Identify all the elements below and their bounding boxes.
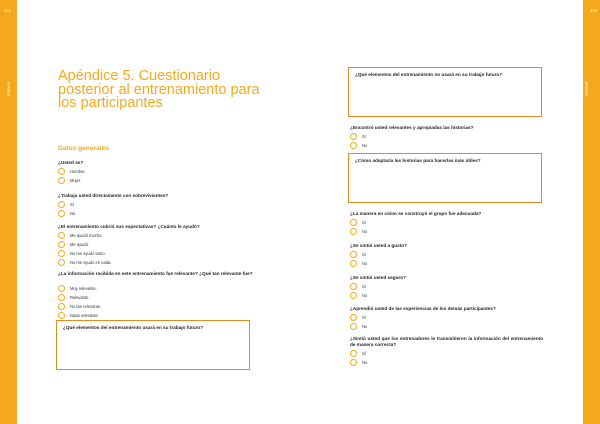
- option-no[interactable]: No: [350, 323, 367, 330]
- radio-icon[interactable]: [58, 303, 65, 310]
- option-si[interactable]: Sí: [350, 314, 366, 321]
- question-learned-from-others: ¿Aprendió usted de las experiencias de los demás participantes?: [350, 306, 496, 311]
- option-not-relevant[interactable]: Nada relevante.: [58, 312, 99, 319]
- question-gender: ¿Usted es?: [58, 160, 84, 165]
- option-no[interactable]: No: [350, 260, 367, 267]
- option-not-at-all[interactable]: No me ayudo en nada.: [58, 259, 111, 266]
- option-mujer[interactable]: Mujer.: [58, 177, 81, 184]
- answer-box-will-not-use[interactable]: [348, 67, 542, 117]
- radio-icon[interactable]: [350, 359, 357, 366]
- radio-icon[interactable]: [58, 294, 65, 301]
- radio-icon[interactable]: [58, 241, 65, 248]
- option-si[interactable]: Sí: [350, 350, 366, 357]
- option-no[interactable]: No: [58, 210, 75, 217]
- answer-box-label: ¿Qué elementos del entrenamiento no usará en su trabajo futuro?: [355, 72, 503, 77]
- question-comfortable: ¿Se sintió usted a gusto?: [350, 243, 408, 248]
- radio-icon[interactable]: [350, 219, 357, 226]
- option-not-so-much[interactable]: No me ayudó tanto.: [58, 250, 106, 257]
- radio-icon[interactable]: [350, 133, 357, 140]
- option-hombre[interactable]: Hombre.: [58, 168, 86, 175]
- question-safe: ¿Se sintió usted seguro?: [350, 275, 406, 280]
- radio-icon[interactable]: [58, 201, 65, 208]
- option-no[interactable]: No: [350, 142, 367, 149]
- option-si[interactable]: Sí: [350, 283, 366, 290]
- option-not-so-relevant[interactable]: No tan relevante.: [58, 303, 101, 310]
- radio-icon[interactable]: [58, 168, 65, 175]
- left-margin-bar: [0, 0, 17, 424]
- option-no[interactable]: No: [350, 228, 367, 235]
- option-si[interactable]: Sí: [350, 251, 366, 258]
- option-no[interactable]: No: [350, 359, 367, 366]
- option-no[interactable]: No: [350, 292, 367, 299]
- answer-box-label: ¿Cómo adaptaría las historias para hacerlas más útiles?: [355, 158, 481, 163]
- right-margin-bar: [583, 0, 600, 424]
- question-expectations: ¿El entrenamiento cubrió sus expectativas? ¿Cuánto le ayudó?: [58, 224, 200, 229]
- option-very-relevant[interactable]: Muy relevante.: [58, 285, 97, 292]
- radio-icon[interactable]: [58, 232, 65, 239]
- radio-icon[interactable]: [350, 260, 357, 267]
- question-trainers-conveyed: ¿Sintió usted que los entrenadores le transmitieron la información del entrenamiento de manera correcta?: [350, 336, 543, 347]
- option-si[interactable]: Sí: [350, 133, 366, 140]
- answer-box-will-use[interactable]: [56, 320, 250, 370]
- radio-icon[interactable]: [58, 250, 65, 257]
- question-relevance: ¿La información recibida en este entrenamiento fue relevante? ¿Qué tan relevante fue?: [58, 271, 253, 276]
- radio-icon[interactable]: [58, 259, 65, 266]
- option-relevant[interactable]: Relevante.: [58, 294, 90, 301]
- page-number-right: 175: [590, 8, 597, 13]
- radio-icon[interactable]: [350, 350, 357, 357]
- radio-icon[interactable]: [58, 177, 65, 184]
- radio-icon[interactable]: [350, 323, 357, 330]
- page-title: Apéndice 5. Cuestionario posterior al entrenamiento para los participantes: [58, 68, 260, 111]
- side-label-left: anexos: [6, 81, 11, 96]
- radio-icon[interactable]: [350, 283, 357, 290]
- radio-icon[interactable]: [350, 228, 357, 235]
- radio-icon[interactable]: [350, 142, 357, 149]
- radio-icon[interactable]: [58, 210, 65, 217]
- section-heading: Datos generales: [58, 145, 109, 152]
- page-number-left: 174: [4, 8, 11, 13]
- answer-box-label: ¿Qué elementos del entrenamiento usará en su trabajo futuro?: [63, 325, 204, 330]
- option-si[interactable]: Sí: [58, 201, 74, 208]
- question-group-built: ¿La manera en cómo se construyó el grupo fue adecuada?: [350, 211, 482, 216]
- radio-icon[interactable]: [350, 251, 357, 258]
- question-stories-relevant: ¿Encontró usted relevantes y apropiadas las historias?: [350, 125, 474, 130]
- option-si[interactable]: Sí: [350, 219, 366, 226]
- radio-icon[interactable]: [350, 314, 357, 321]
- radio-icon[interactable]: [58, 285, 65, 292]
- radio-icon[interactable]: [58, 312, 65, 319]
- side-label-right: anexos: [585, 81, 590, 96]
- answer-box-adapt-stories[interactable]: [348, 153, 542, 203]
- option-help-a-lot[interactable]: Me ayudó mucho.: [58, 232, 103, 239]
- question-works-with-survivors: ¿Trabaja usted directamente con sobrevivientes?: [58, 193, 169, 198]
- option-helped[interactable]: Me ayudó.: [58, 241, 89, 248]
- radio-icon[interactable]: [350, 292, 357, 299]
